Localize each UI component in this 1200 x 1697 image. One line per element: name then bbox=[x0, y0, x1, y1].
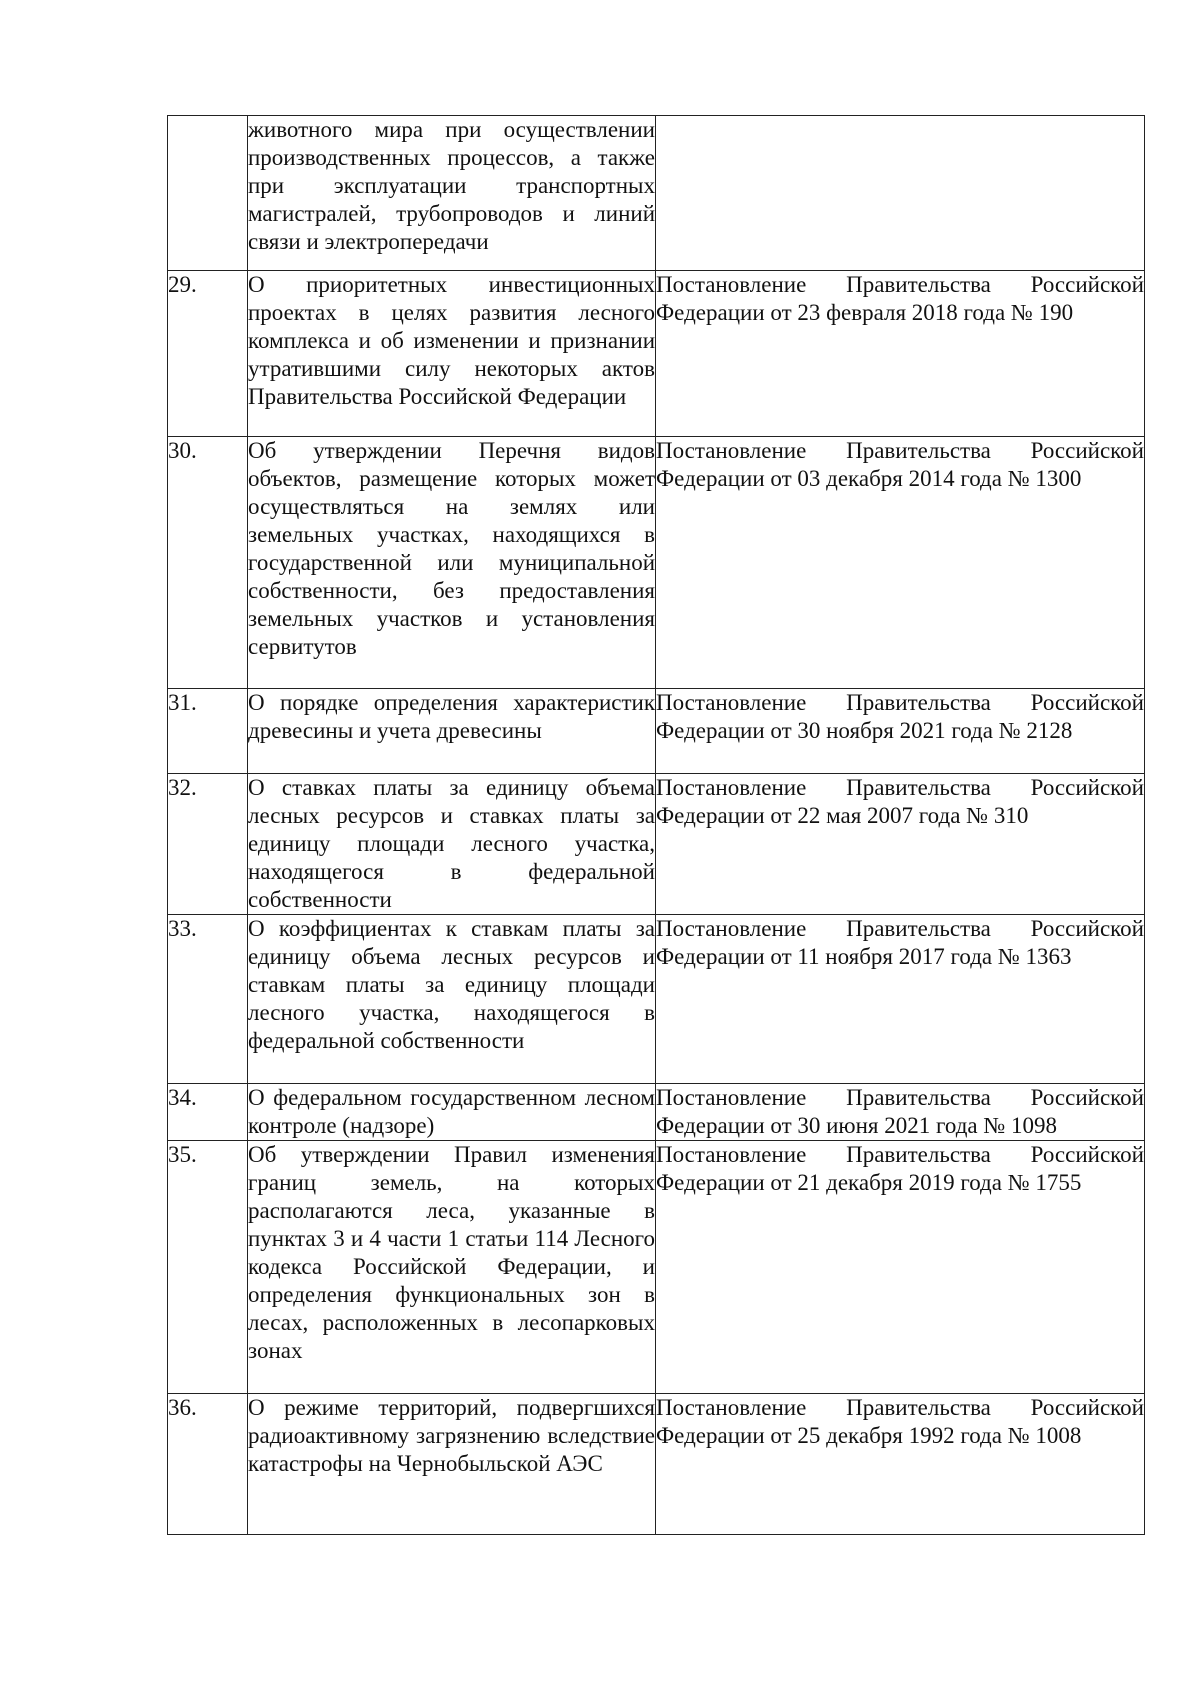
table-row bbox=[168, 437, 1145, 689]
row-title: О порядке определения характеристик древесины и учета древесины bbox=[248, 689, 656, 774]
row-act: Постановление Правительства Российской Федерации от 11 ноября 2017 года № 1363 bbox=[656, 915, 1145, 1084]
row-title: О ставках платы за единицу объема лесных ресурсов и ставках платы за единицу площади лесного участка, находящегося в федеральной собственности bbox=[248, 774, 656, 915]
row-title: О коэффициентах к ставкам платы за единицу объема лесных ресурсов и ставкам платы за единицу площади лесного участка, находящегося в федеральной собственности bbox=[248, 915, 656, 1084]
row-number: 31. bbox=[168, 689, 248, 774]
table-row bbox=[168, 271, 1145, 437]
row-number: 33. bbox=[168, 915, 248, 1084]
row-title: Об утверждении Правил изменения границ земель, на которых располагаются леса, указанные в пунктах 3 и 4 части 1 статьи 114 Лесного кодекса Российской Федерации, и определения функциональных зон в лесах, расположенных в лесопарковых зонах bbox=[248, 1141, 656, 1394]
row-title: О приоритетных инвестиционных проектах в целях развития лесного комплекса и об изменении и признании утратившими силу некоторых актов Правительства Российской Федерации bbox=[248, 271, 656, 437]
row-title: Об утверждении Перечня видов объектов, размещение которых может осуществляться на землях или земельных участках, находящихся в государственной или муниципальной собственности, без предоставления земельных участков и установления сервитутов bbox=[248, 437, 656, 689]
row-title: животного мира при осуществлении производственных процессов, а также при эксплуатации транспортных магистралей, трубопроводов и линий связи и электропередачи bbox=[248, 116, 656, 271]
row-number: 36. bbox=[168, 1394, 248, 1535]
table-row bbox=[168, 116, 1145, 271]
regulations-table bbox=[167, 115, 1145, 1535]
row-act: Постановление Правительства Российской Федерации от 23 февраля 2018 года № 190 bbox=[656, 271, 1145, 437]
table-row bbox=[168, 1084, 1145, 1141]
row-number: 30. bbox=[168, 437, 248, 689]
table-row bbox=[168, 689, 1145, 774]
table-row bbox=[168, 774, 1145, 915]
row-number: 29. bbox=[168, 271, 248, 437]
row-act: Постановление Правительства Российской Федерации от 21 декабря 2019 года № 1755 bbox=[656, 1141, 1145, 1394]
row-number bbox=[168, 116, 248, 271]
row-act: Постановление Правительства Российской Федерации от 03 декабря 2014 года № 1300 bbox=[656, 437, 1145, 689]
row-title: О федеральном государственном лесном контроле (надзоре) bbox=[248, 1084, 656, 1141]
table-row bbox=[168, 915, 1145, 1084]
row-number: 32. bbox=[168, 774, 248, 915]
row-act: Постановление Правительства Российской Федерации от 25 декабря 1992 года № 1008 bbox=[656, 1394, 1145, 1535]
row-act: Постановление Правительства Российской Федерации от 30 июня 2021 года № 1098 bbox=[656, 1084, 1145, 1141]
table-row bbox=[168, 1141, 1145, 1394]
row-title: О режиме территорий, подвергшихся радиоактивному загрязнению вследствие катастрофы на Чернобыльской АЭС bbox=[248, 1394, 656, 1535]
row-act: Постановление Правительства Российской Федерации от 30 ноября 2021 года № 2128 bbox=[656, 689, 1145, 774]
row-number: 35. bbox=[168, 1141, 248, 1394]
row-act bbox=[656, 116, 1145, 271]
row-act: Постановление Правительства Российской Федерации от 22 мая 2007 года № 310 bbox=[656, 774, 1145, 915]
table-row bbox=[168, 1394, 1145, 1535]
row-number: 34. bbox=[168, 1084, 248, 1141]
